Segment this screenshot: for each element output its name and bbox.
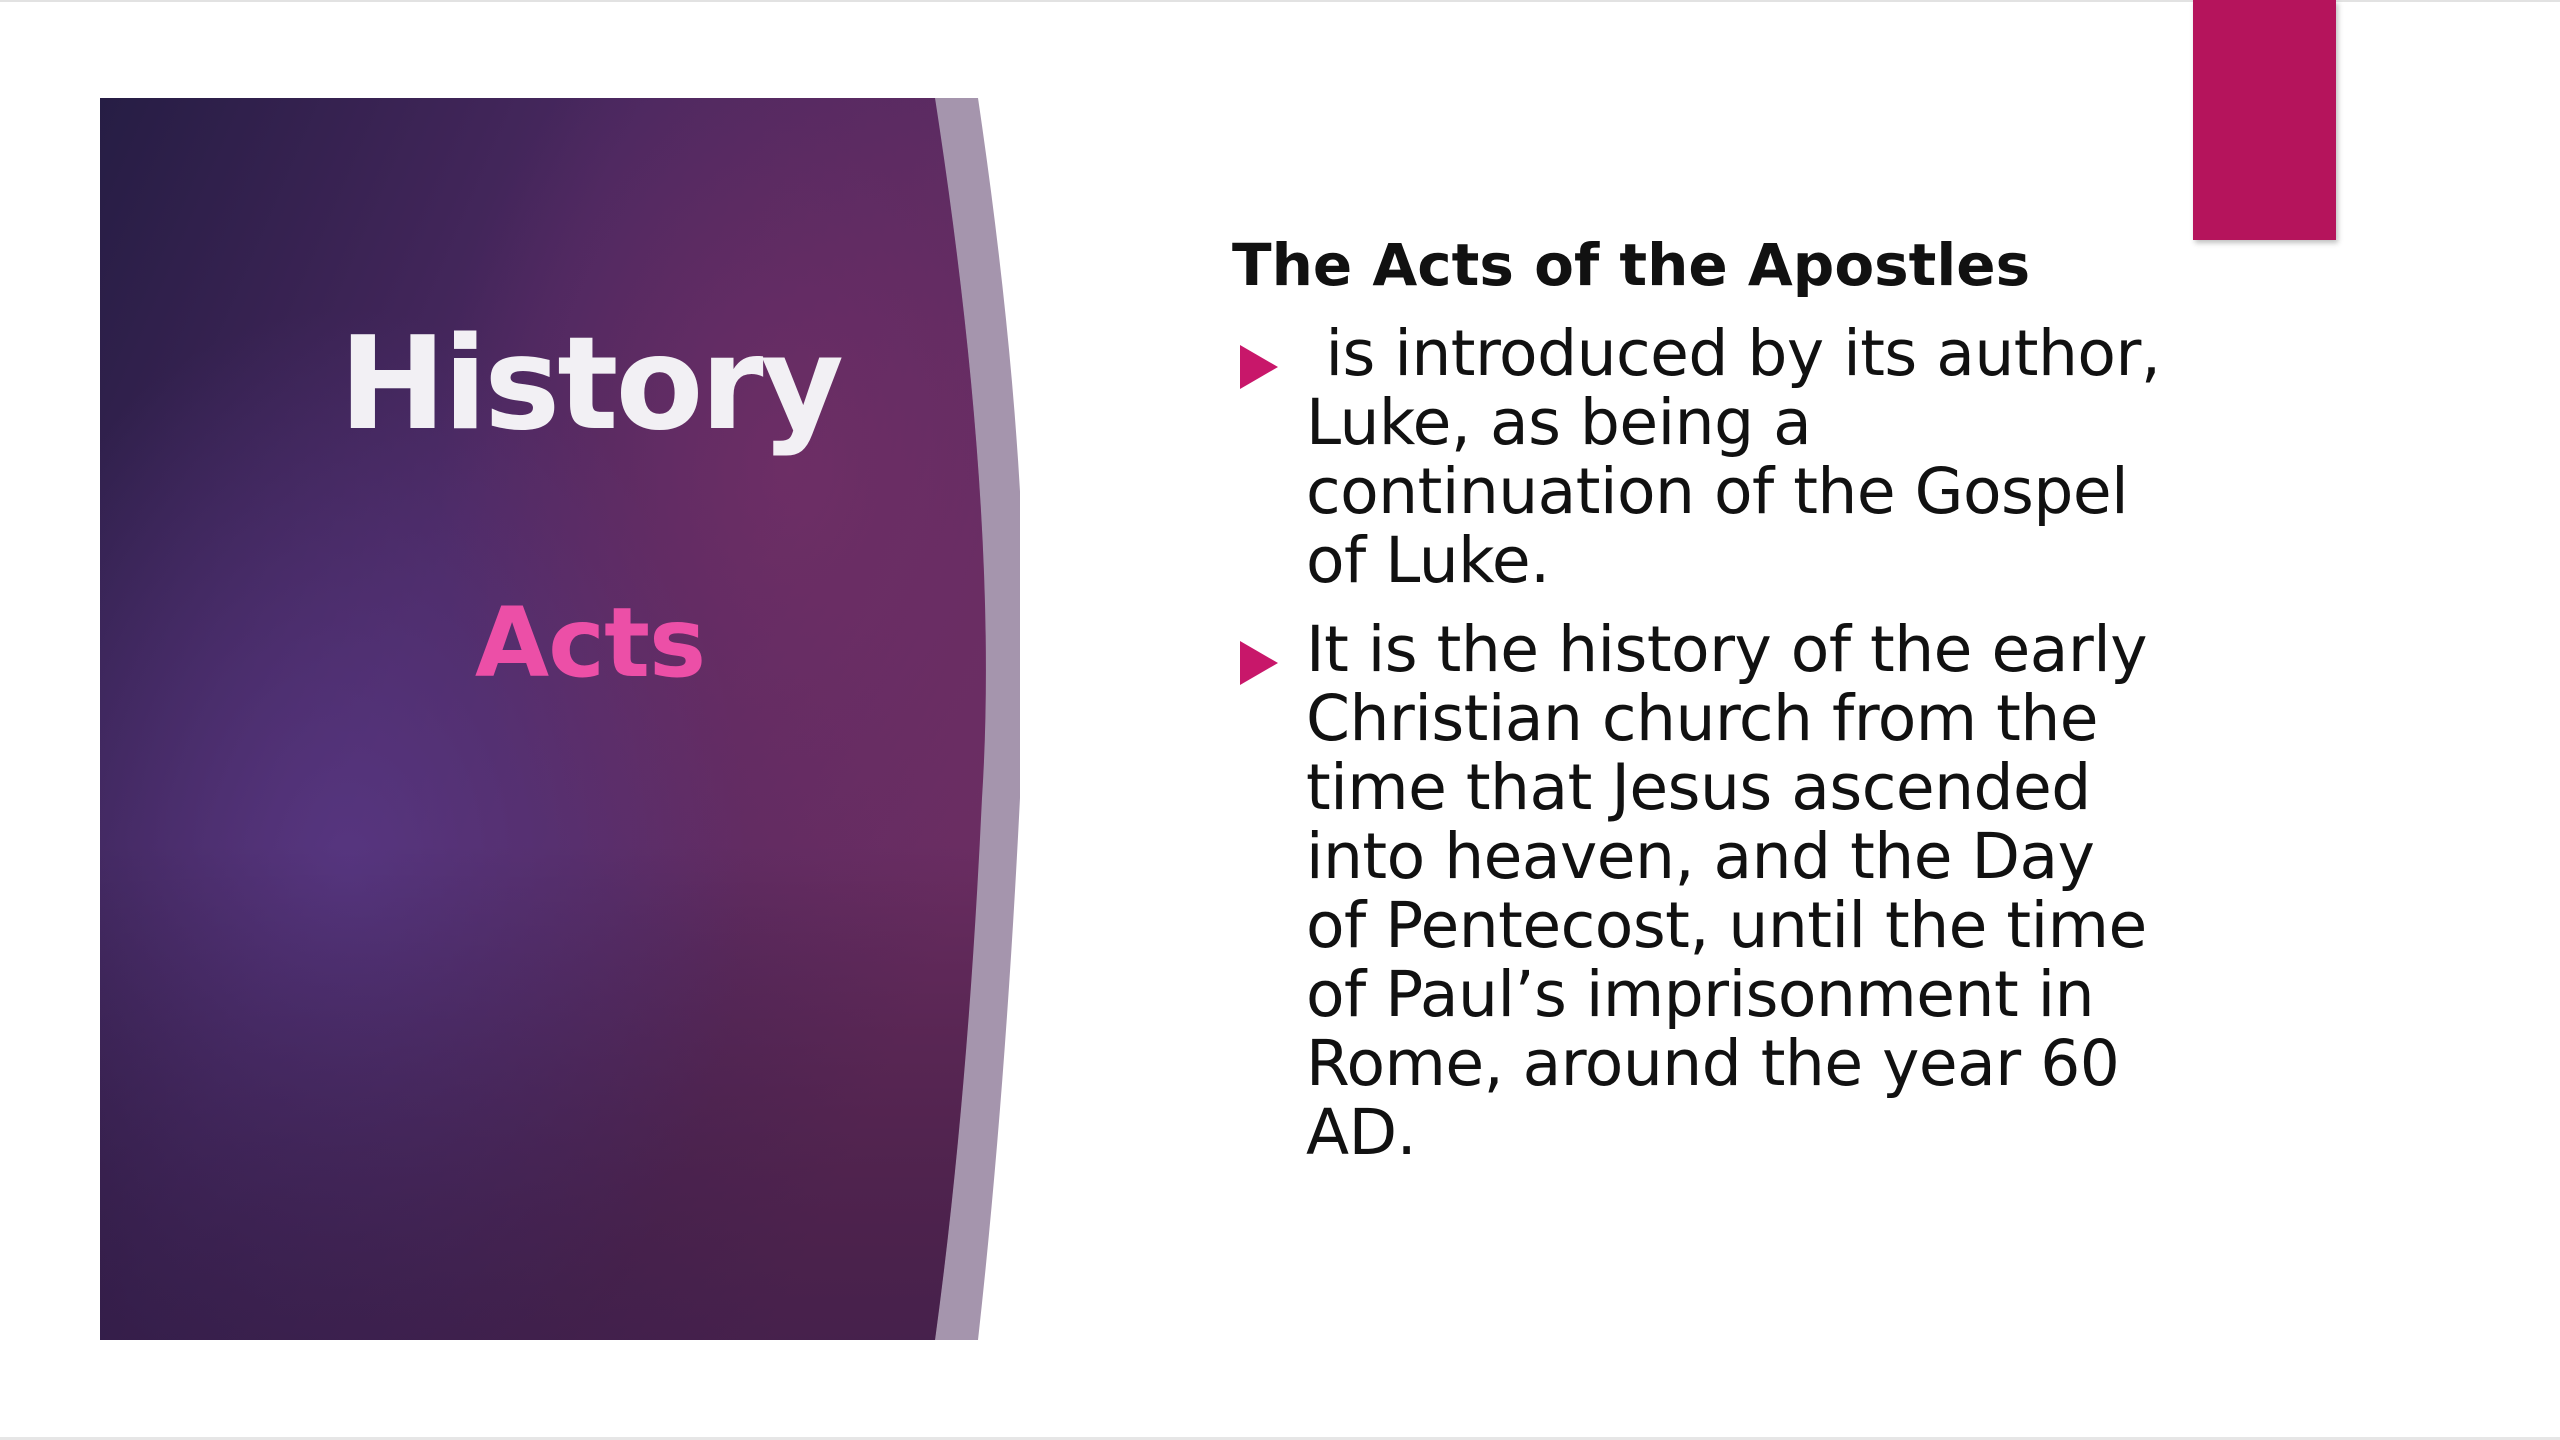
accent-tab [2193, 0, 2336, 240]
bullet-line: Luke, as being a [1306, 386, 1812, 459]
right-triangle-icon [1240, 345, 1278, 389]
top-border [0, 0, 2560, 2]
bullet-line: time that Jesus ascended [1306, 751, 2091, 824]
bullet-line: continuation of the Gospel [1306, 455, 2129, 528]
content-area [1232, 225, 2292, 1187]
slide-title: History [339, 310, 841, 459]
bullet-text [1306, 615, 2292, 1167]
bullet-line: of Paul’s imprisonment in [1306, 958, 2095, 1031]
title-panel-background [100, 98, 1020, 1340]
bullet-item [1232, 319, 2292, 595]
content-heading: The Acts of the Apostles [1232, 231, 2031, 299]
bullet-line: AD. [1306, 1096, 1417, 1169]
bullet-line: Rome, around the year 60 [1306, 1027, 2120, 1100]
bullet-item [1232, 615, 2292, 1167]
bullet-line: It is the history of the early [1306, 613, 2148, 686]
title-panel [100, 98, 1020, 1340]
bullet-line: of Pentecost, until the time [1306, 889, 2147, 962]
slide-subtitle: Acts [474, 587, 706, 699]
bullet-line: into heaven, and the Day [1306, 820, 2095, 893]
right-triangle-icon [1240, 641, 1278, 685]
bullet-line: Christian church from the [1306, 682, 2099, 755]
bullet-text [1306, 319, 2292, 595]
bullet-line: is introduced by its author, [1306, 317, 2161, 390]
bullet-line: of Luke. [1306, 524, 1550, 597]
